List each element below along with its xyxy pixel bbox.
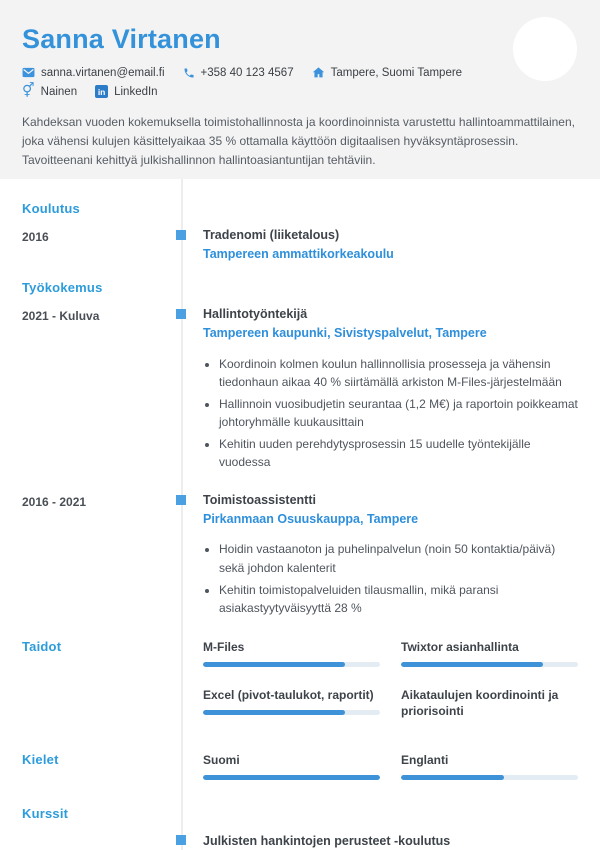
skill-item (203, 687, 380, 726)
education-degree: Tradenomi (liiketalous) (203, 228, 578, 244)
skill-item (203, 639, 380, 667)
skill-bar (203, 662, 380, 667)
course-entry (0, 833, 600, 849)
language-item (401, 752, 578, 780)
experience-period: 2016 - 2021 (22, 495, 87, 510)
contact-phone (183, 66, 294, 79)
header (0, 0, 600, 179)
experience-bullet-list (219, 355, 578, 473)
phone-icon (183, 67, 195, 79)
skill-item (401, 639, 578, 667)
section-heading-languages: Kielet (22, 752, 59, 768)
linkedin-icon: in (95, 85, 108, 98)
contact-email (22, 66, 165, 79)
list-item: • Koordinoin kolmen koulun hallinnollisia prosesseja ja vähensin tiedonhaun aikaa 40 % siirtämällä arkiston M-Files-järjestelmään (219, 355, 578, 392)
resume-body (0, 179, 600, 850)
section-courses-heading-row (0, 806, 600, 821)
language-item (203, 752, 380, 780)
contact-gender-text: Nainen (40, 85, 78, 98)
language-bar (203, 775, 380, 780)
section-experience-heading-row (0, 280, 600, 295)
education-entry (0, 228, 600, 262)
education-period: 2016 (22, 230, 49, 244)
profile-summary: Kahdeksan vuoden kokemuksella toimistohallinnosta ja koordinoinnista varustettu hallintoammattilainen, joka vähensi kulujen käsittelyaikaa 35 % ottamalla käyttöön digitaalisen hyväksyntäprosessin. Tavoitteenani kehittyä julkishallinnon hallintoasiantuntijan tehtäviin. (22, 115, 575, 168)
page-title: Sanna Virtanen (22, 24, 221, 54)
avatar (513, 17, 577, 81)
language-label: Englanti (401, 753, 449, 768)
skill-bar (401, 662, 578, 667)
skill-bar (203, 710, 380, 715)
experience-bullet-list (219, 540, 578, 617)
experience-period: 2021 - Kuluva (22, 309, 100, 324)
experience-employer-link[interactable]: Tampereen kaupunki, Sivistyspalvelut, Tampere (203, 325, 487, 340)
skills-grid (203, 639, 578, 727)
section-skills (0, 639, 600, 727)
skill-label: Aikataulujen koordinointi ja priorisointi (401, 687, 559, 719)
contact-phone-text: +358 40 123 4567 (200, 66, 294, 79)
email-icon (22, 66, 35, 79)
experience-entry (0, 493, 600, 621)
contact-gender (22, 85, 77, 98)
skill-item (401, 687, 578, 726)
skill-label: Excel (pivot-taulukot, raportit) (203, 687, 374, 702)
list-item: • Hoidin vastaanoton ja puhelinpalvelun (noin 50 kontaktia/päivä) sekä johdon kalenterit (219, 540, 578, 577)
contact-bar (22, 66, 502, 98)
contact-location (312, 66, 462, 79)
languages-grid (203, 752, 578, 780)
section-heading-education: Koulutus (22, 201, 80, 216)
experience-entry (0, 307, 600, 475)
list-item: • Hallinnoin vuosibudjetin seurantaa (1,2 M€) ja raportoin poikkeamat johtoryhmälle kuukausittain (219, 395, 578, 432)
contact-linkedin[interactable] (95, 85, 157, 98)
section-education-heading-row (0, 201, 600, 216)
section-heading-courses: Kurssit (22, 806, 69, 822)
language-bar (401, 775, 578, 780)
home-icon (312, 66, 325, 79)
section-heading-experience: Työkokemus (22, 280, 103, 296)
education-school-link[interactable]: Tampereen ammattikorkeakoulu (203, 246, 394, 261)
language-label: Suomi (203, 753, 240, 768)
section-languages (0, 752, 600, 780)
gender-icon: ⚥ (22, 83, 35, 99)
contact-email-text: sanna.virtanen@email.fi (41, 66, 165, 79)
contact-linkedin-text: LinkedIn (114, 85, 158, 98)
section-heading-skills: Taidot (22, 638, 62, 654)
experience-job-title: Hallintotyöntekijä (203, 307, 578, 323)
list-item: • Kehitin uuden perehdytysprosessin 15 uudelle työntekijälle vuodessa (219, 435, 578, 472)
skill-label: M-Files (203, 639, 245, 654)
list-item: • Kehitin toimistopalveluiden tilausmallin, mikä paransi asiakastyytyväisyyttä 28 % (219, 581, 578, 618)
course-title: Julkisten hankintojen perusteet -koulutus (203, 833, 578, 849)
experience-job-title: Toimistoassistentti (203, 493, 578, 509)
experience-employer-link[interactable]: Pirkanmaan Osuuskauppa, Tampere (203, 511, 419, 526)
skill-label: Twixtor asianhallinta (401, 639, 519, 654)
contact-location-text: Tampere, Suomi Tampere (330, 66, 463, 79)
